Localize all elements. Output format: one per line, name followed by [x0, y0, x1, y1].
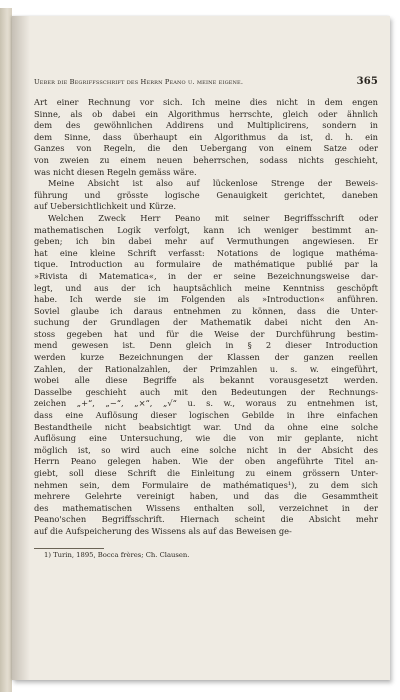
paragraph — [34, 97, 378, 178]
text-line: Sinne, als ob dabei ein Algorithmus herrschte, gleich oder ähnlich — [34, 108, 378, 119]
footnote: 1) Turin, 1895, Bocca frères; Ch. Clausen. — [44, 550, 190, 559]
text-line: Welchen Zweck Herr Peano mit seiner Begriffsschrift oder — [48, 212, 378, 223]
text-line: möglich ist, so wird auch eine solche nicht in der Absicht des — [34, 444, 378, 455]
text-line: Dasselbe geschieht auch mit den Bedeutungen der Rechnungs- — [34, 386, 378, 397]
paragraph — [34, 178, 378, 213]
book-page — [12, 16, 390, 680]
text-line: Art einer Rechnung vor sich. Ich meine dies nicht in dem engen — [34, 97, 378, 107]
text-line: giebt, soll diese Schrift die Einleitung zu einem grössern Unter- — [34, 468, 378, 478]
footnote-rule — [34, 548, 104, 549]
paragraph — [34, 213, 378, 538]
text-line: hat eine kleine Schrift verfasst: Notations de logique mathéma- — [34, 247, 378, 258]
text-line: Bestandtheile nicht beabsichtigt war. Und da ohne eine solche — [34, 421, 378, 432]
text-line: auf Uebersichtlichkeit und Kürze. — [34, 201, 177, 212]
text-line: nehmen sein, dem Formulaire de mathématiques¹), zu dem sich — [34, 479, 378, 490]
body-text — [34, 97, 378, 538]
text-line: von zweien zu einem neuen beherrschen, sodass nichts geschieht, — [34, 154, 378, 165]
page-gutter-shadow — [12, 16, 30, 680]
text-line: Herrn Peano gelegen haben. Wie der oben angeführte Titel an- — [34, 456, 378, 467]
text-line: Peano'schen Begriffsschrift. Hiernach scheint die Absicht mehr — [34, 514, 378, 525]
page-number: 365 — [356, 76, 378, 87]
text-line: geben; ich bin dabei mehr auf Vermuthungen angewiesen. Er — [34, 236, 378, 247]
text-line: was nicht diesen Regeln gemäss wäre. — [34, 166, 197, 177]
text-line: dass eine Auflösung dieser logischen Gebilde in ihre einfachen — [34, 410, 378, 421]
running-head-title: Ueber die Begriffsschrift des Herrn Peano u. meine eigene. — [34, 78, 244, 86]
text-line: tique. Introduction au formulaire de mathématique publié par la — [34, 259, 378, 270]
text-line: »Rivista di Matematica«, in der er seine Bezeichnungsweise dar- — [34, 270, 378, 281]
page-content — [34, 76, 378, 560]
text-line: dem Sinne, dass überhaupt ein Algorithmus da ist, d. h. ein — [34, 131, 378, 142]
text-line: werden kurze Bezeichnungen der Klassen der ganzen reellen — [34, 352, 378, 363]
text-line: habe. Ich werde sie im Folgenden als »Introduction« anführen. — [34, 294, 378, 305]
text-line: legt, und aus der ich hauptsächlich meine Kenntniss geschöpft — [34, 282, 378, 293]
text-line: mathematischen Logik verfolgt, kann ich weniger bestimmt an- — [34, 224, 378, 235]
text-line: suchung der Grundlagen der Mathematik dabei nicht den An- — [34, 317, 378, 328]
text-line: Auflösung eine Untersuchung, wie die von mir geplante, nicht — [34, 433, 378, 444]
text-line: Meine Absicht ist also auf lückenlose Strenge der Beweis- — [48, 178, 378, 189]
text-line: wobei alle diese Begriffe als bekannt vorausgesetzt werden. — [34, 375, 378, 386]
text-line: Soviel glaube ich daraus entnehmen zu können, dass die Unter- — [34, 305, 378, 316]
text-line: mend gewesen ist. Denn gleich in § 2 dieser Introduction — [34, 340, 378, 351]
text-line: dem des gewöhnlichen Addirens und Multiplicirens, sondern in — [34, 120, 378, 131]
text-line: mehrere Gelehrte vereinigt haben, und das die Gesammtheit — [34, 491, 378, 502]
text-line: auf die Aufspeicherung des Wissens als auf das Beweisen ge- — [34, 525, 292, 536]
text-line: Ganzes von Regeln, die den Uebergang von einem Satze oder — [34, 143, 378, 154]
text-line: stoss gegeben hat und für die Weise der Durchführung bestim- — [34, 328, 378, 339]
text-line: zeichen „+“, „−“, „×“, „√“ u. s. w., woraus zu entnehmen ist, — [34, 398, 378, 409]
text-line: Zahlen, der Rationalzahlen, der Primzahlen u. s. w. eingeführt, — [34, 363, 378, 374]
running-head — [34, 76, 378, 87]
book-edge — [0, 8, 12, 692]
text-line: des mathematischen Wissens enthalten soll, verzeichnet in der — [34, 502, 378, 513]
text-line: führung und grösste logische Genauigkeit gerichtet, daneben — [34, 189, 378, 200]
